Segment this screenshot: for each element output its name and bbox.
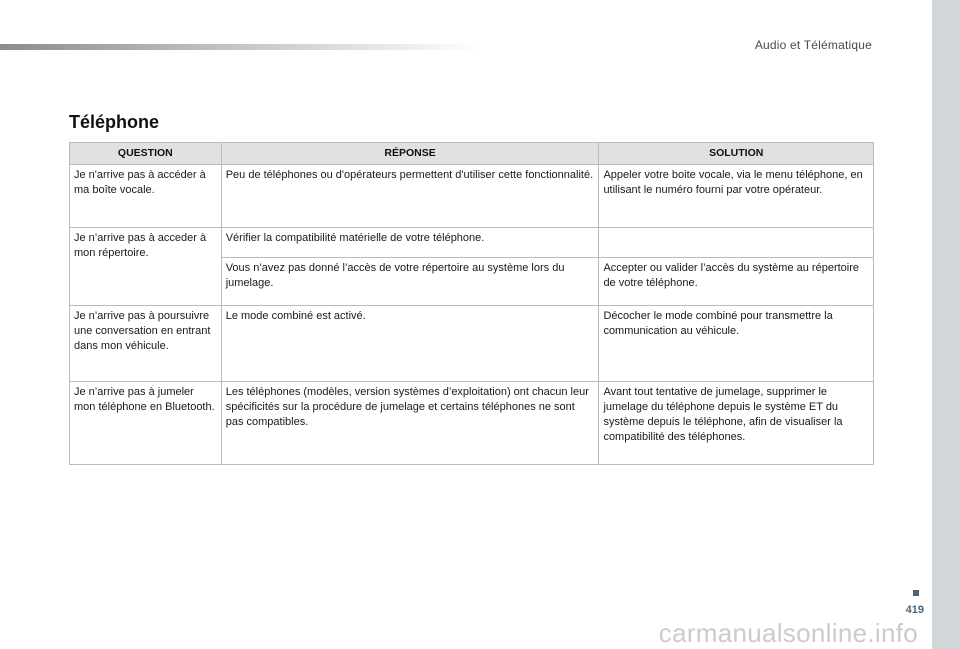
site-watermark: carmanualsonline.info <box>658 618 918 648</box>
solution-cell: Avant tout tentative de jumelage, supprimer le jumelage du téléphone depuis le système ET du système depuis le téléphone, afin de visualiser la compatibilité des téléphones. <box>599 382 874 465</box>
page-marker-square <box>913 590 919 596</box>
header-reponse: RÉPONSE <box>221 143 599 165</box>
table-row <box>70 165 874 228</box>
page-title: Téléphone <box>69 112 160 132</box>
section-title: Audio et Télématique <box>754 38 872 52</box>
header-gradient-bar <box>0 44 480 50</box>
solution-cell: Décocher le mode combiné pour transmettre la communication au véhicule. <box>599 306 874 382</box>
reponse-cell: Vous n’avez pas donné l’accès de votre répertoire au système lors du jumelage. <box>221 258 599 306</box>
solution-cell: Accepter ou valider l’accès du système au répertoire de votre téléphone. <box>599 258 874 306</box>
table-row <box>70 228 874 258</box>
reponse-cell: Peu de téléphones ou d'opérateurs permettent d'utiliser cette fonctionnalité. <box>221 165 599 228</box>
table-row <box>70 382 874 465</box>
page-number: 419 <box>905 604 924 616</box>
question-cell: Je n'arrive pas à accéder à ma boîte vocale. <box>70 165 222 228</box>
reponse-cell: Vérifier la compatibilité matérielle de votre téléphone. <box>221 228 599 258</box>
side-edge-strip <box>932 0 960 649</box>
solution-cell: Appeler votre boite vocale, via le menu téléphone, en utilisant le numéro fourni par votre opérateur. <box>599 165 874 228</box>
troubleshooting-table <box>69 142 874 465</box>
table-header-row <box>70 143 874 165</box>
table-row <box>70 306 874 382</box>
question-cell: Je n’arrive pas à jumeler mon téléphone en Bluetooth. <box>70 382 222 465</box>
reponse-cell: Le mode combiné est activé. <box>221 306 599 382</box>
question-cell: Je n’arrive pas à acceder à mon répertoire. <box>70 228 222 306</box>
question-cell: Je n’arrive pas à poursuivre une conversation en entrant dans mon véhicule. <box>70 306 222 382</box>
header-question: QUESTION <box>70 143 222 165</box>
header-solution: SOLUTION <box>599 143 874 165</box>
reponse-cell: Les téléphones (modèles, version systèmes d’exploitation) ont chacun leur spécificités sur la procédure de jumelage et certains téléphones ne sont pas compatibles. <box>221 382 599 465</box>
solution-cell <box>599 228 874 258</box>
